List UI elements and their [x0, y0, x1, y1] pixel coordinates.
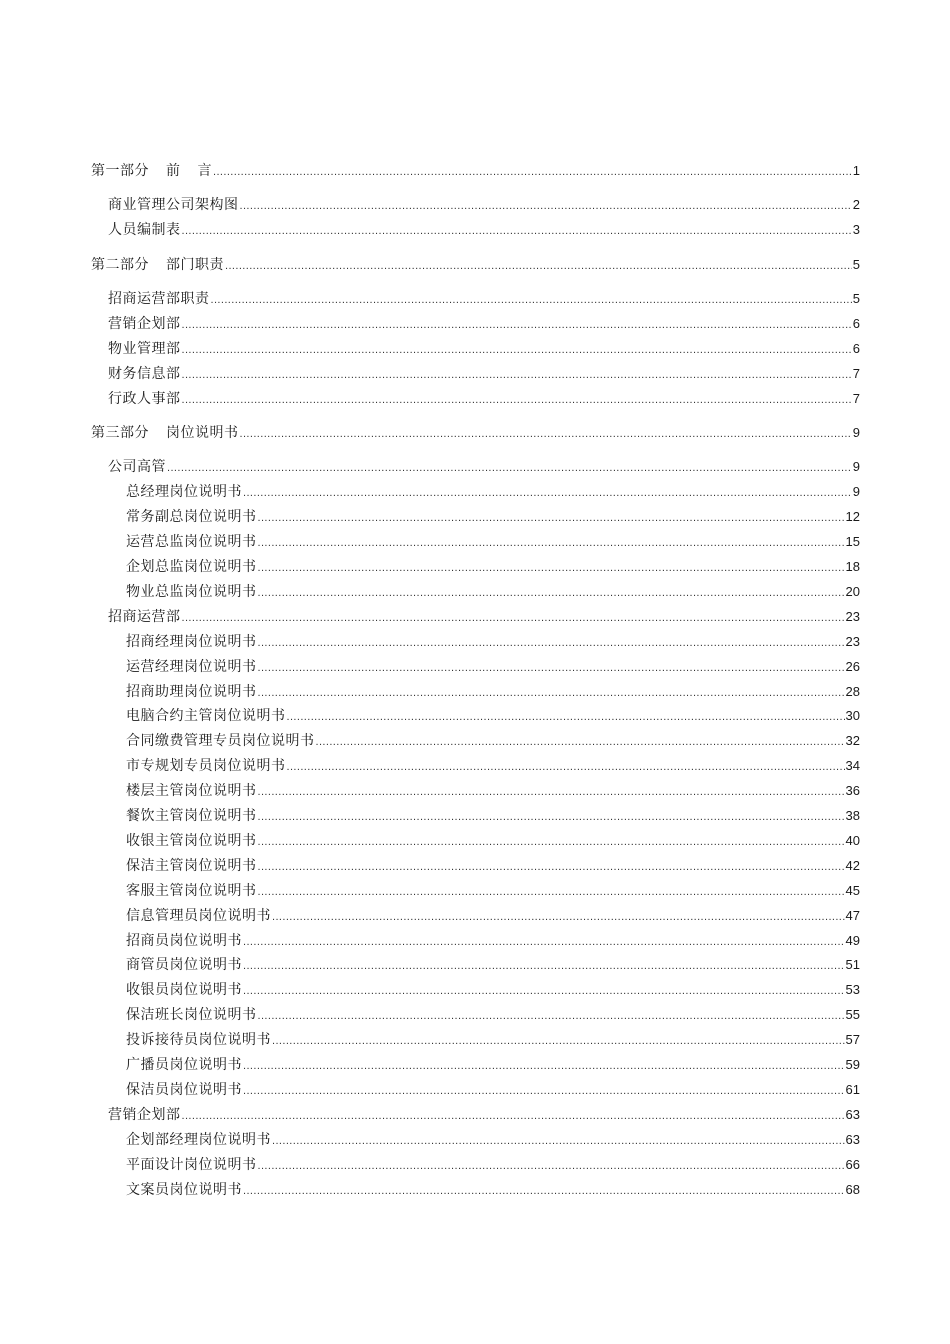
toc-entry-title-part: 平面设计岗位说明书	[126, 1157, 257, 1173]
toc-entry[interactable]	[126, 756, 860, 776]
toc-page-number: 34	[845, 758, 860, 773]
toc-entry[interactable]	[126, 1180, 860, 1200]
toc-entry[interactable]	[91, 161, 860, 181]
toc-entry-title-part: 商业管理公司架构图	[108, 197, 239, 213]
toc-entry-title-part: 言	[197, 163, 212, 179]
toc-entry-title-part: 市专规划专员岗位说明书	[126, 758, 286, 774]
toc-entry-title	[126, 980, 242, 1000]
toc-entry[interactable]	[126, 931, 860, 951]
toc-entry-title	[91, 161, 212, 181]
toc-entry-title-part: 第一部分	[91, 163, 149, 179]
toc-entry-title	[126, 881, 257, 901]
toc-entry-title-part: 餐饮主管岗位说明书	[126, 808, 257, 824]
toc-dot-leader	[243, 981, 845, 1000]
toc-page-number: 7	[852, 366, 860, 381]
toc-entry[interactable]	[126, 657, 860, 677]
toc-entry[interactable]	[126, 1055, 860, 1075]
toc-entry-title	[108, 314, 181, 334]
toc-page-number: 23	[845, 609, 860, 624]
toc-entry-title-part: 营销企划部	[108, 1107, 181, 1123]
toc-dot-leader	[182, 221, 852, 240]
toc-dot-leader	[258, 882, 845, 901]
toc-entry-title	[126, 582, 257, 602]
toc-dot-leader	[243, 956, 845, 975]
toc-entry-title	[126, 806, 257, 826]
toc-entry-title	[126, 1055, 242, 1075]
toc-entry-title-part: 楼层主管岗位说明书	[126, 783, 257, 799]
toc-dot-leader	[258, 508, 845, 527]
toc-entry[interactable]	[126, 706, 860, 726]
toc-entry-title	[126, 657, 257, 677]
toc-entry-title-part: 招商经理岗位说明书	[126, 634, 257, 650]
toc-entry-title	[108, 289, 210, 309]
toc-dot-leader	[258, 583, 845, 602]
toc-entry[interactable]	[126, 507, 860, 527]
toc-entry-title-part: 物业总监岗位说明书	[126, 584, 257, 600]
toc-entry-title	[126, 1155, 257, 1175]
toc-dot-leader	[243, 932, 845, 951]
toc-entry-title	[108, 195, 239, 215]
toc-page-number: 12	[845, 509, 860, 524]
toc-entry-title-part: 合同缴费管理专员岗位说明书	[126, 733, 315, 749]
toc-entry-title-part: 前	[166, 163, 181, 179]
toc-entry[interactable]	[91, 423, 860, 443]
toc-dot-leader	[243, 1181, 845, 1200]
toc-entry-title-part: 投诉接待员岗位说明书	[126, 1032, 271, 1048]
toc-dot-leader	[243, 1081, 845, 1100]
toc-dot-leader	[225, 256, 852, 275]
toc-entry[interactable]	[108, 607, 860, 627]
toc-dot-leader	[258, 1006, 845, 1025]
toc-entry-title	[108, 1105, 181, 1125]
toc-entry-title	[126, 482, 242, 502]
toc-entry-title-part: 第三部分	[91, 425, 149, 441]
toc-entry-title	[126, 731, 315, 751]
toc-entry-title	[108, 389, 181, 409]
toc-dot-leader	[272, 907, 845, 926]
toc-entry[interactable]	[126, 955, 860, 975]
toc-entry[interactable]	[126, 557, 860, 577]
toc-entry-title-part: 文案员岗位说明书	[126, 1182, 242, 1198]
toc-dot-leader	[258, 558, 845, 577]
toc-page-number: 57	[845, 1032, 860, 1047]
toc-dot-leader	[182, 1106, 845, 1125]
toc-entry-title-part: 常务副总岗位说明书	[126, 509, 257, 525]
toc-page-number: 66	[845, 1157, 860, 1172]
toc-entry[interactable]	[126, 831, 860, 851]
toc-entry[interactable]	[108, 339, 860, 359]
toc-entry[interactable]	[126, 1130, 860, 1150]
toc-page-number: 47	[845, 908, 860, 923]
toc-entry-title	[126, 1180, 242, 1200]
toc-entry-title	[126, 706, 286, 726]
toc-dot-leader	[258, 533, 845, 552]
toc-page-number: 6	[852, 316, 860, 331]
toc-page-number: 36	[845, 783, 860, 798]
toc-entry-title	[91, 255, 224, 275]
toc-entry[interactable]	[126, 806, 860, 826]
toc-page-number: 42	[845, 858, 860, 873]
toc-page-number: 9	[852, 459, 860, 474]
toc-entry-title	[126, 557, 257, 577]
toc-entry-title-part: 保洁员岗位说明书	[126, 1082, 242, 1098]
toc-entry[interactable]	[108, 195, 860, 215]
toc-page-number: 28	[845, 684, 860, 699]
toc-dot-leader	[258, 832, 845, 851]
toc-entry-title	[126, 1130, 271, 1150]
toc-entry-title	[126, 756, 286, 776]
toc-entry[interactable]	[108, 220, 860, 240]
toc-entry[interactable]	[126, 1030, 860, 1050]
toc-dot-leader	[287, 757, 845, 776]
toc-entry[interactable]	[126, 582, 860, 602]
toc-dot-leader	[240, 196, 852, 215]
toc-entry-title-part: 招商助理岗位说明书	[126, 684, 257, 700]
toc-dot-leader	[243, 1056, 845, 1075]
toc-page-number: 26	[845, 659, 860, 674]
toc-entry-title-part: 企划总监岗位说明书	[126, 559, 257, 575]
toc-page-number: 49	[845, 933, 860, 948]
toc-entry-title	[126, 831, 257, 851]
toc-entry-title-part: 物业管理部	[108, 341, 181, 357]
toc-entry-title	[108, 220, 181, 240]
toc-page-number: 61	[845, 1082, 860, 1097]
toc-entry-title	[126, 632, 257, 652]
toc-entry-title-part: 招商运营部职责	[108, 291, 210, 307]
toc-entry-title	[126, 507, 257, 527]
toc-page-number: 7	[852, 391, 860, 406]
toc-entry[interactable]	[126, 781, 860, 801]
toc-entry-title-part: 总经理岗位说明书	[126, 484, 242, 500]
toc-page-number: 53	[845, 982, 860, 997]
toc-dot-leader	[182, 365, 852, 384]
toc-entry[interactable]	[91, 255, 860, 275]
toc-page-number: 55	[845, 1007, 860, 1022]
toc-dot-leader	[272, 1031, 845, 1050]
toc-dot-leader	[182, 340, 852, 359]
toc-dot-leader	[287, 707, 845, 726]
toc-page-number: 9	[852, 484, 860, 499]
toc-entry-title-part: 广播员岗位说明书	[126, 1057, 242, 1073]
toc-entry-title	[126, 856, 257, 876]
toc-entry-title	[108, 607, 181, 627]
toc-entry[interactable]	[108, 289, 860, 309]
toc-entry[interactable]	[126, 482, 860, 502]
toc-entry-title	[126, 682, 257, 702]
toc-dot-leader	[182, 390, 852, 409]
toc-page-number: 2	[852, 197, 860, 212]
toc-dot-leader	[258, 1156, 845, 1175]
toc-entry-title-part: 运营总监岗位说明书	[126, 534, 257, 550]
toc-entry[interactable]	[126, 856, 860, 876]
toc-entry[interactable]	[126, 906, 860, 926]
toc-entry-title	[126, 781, 257, 801]
toc-dot-leader	[258, 658, 845, 677]
toc-entry-title	[126, 1005, 257, 1025]
toc-entry[interactable]	[126, 532, 860, 552]
toc-entry-title	[126, 906, 271, 926]
toc-dot-leader	[213, 162, 852, 181]
toc-entry[interactable]	[126, 980, 860, 1000]
toc-page-number: 9	[852, 425, 860, 440]
toc-entry-title-part: 信息管理员岗位说明书	[126, 908, 271, 924]
toc-page-number: 3	[852, 222, 860, 237]
toc-entry-title-part: 运营经理岗位说明书	[126, 659, 257, 675]
toc-entry-title-part: 营销企划部	[108, 316, 181, 332]
toc-entry[interactable]	[126, 1005, 860, 1025]
toc-dot-leader	[258, 857, 845, 876]
toc-entry-title	[108, 457, 166, 477]
toc-page-number: 23	[845, 634, 860, 649]
toc-entry[interactable]	[108, 1105, 860, 1125]
toc-entry-title-part: 公司高管	[108, 459, 166, 475]
toc-entry-title	[126, 931, 242, 951]
toc-entry-title-part: 行政人事部	[108, 391, 181, 407]
toc-dot-leader	[240, 424, 852, 443]
toc-dot-leader	[258, 782, 845, 801]
toc-dot-leader	[167, 458, 852, 477]
toc-dot-leader	[258, 633, 845, 652]
toc-entry[interactable]	[108, 364, 860, 384]
toc-entry[interactable]	[126, 1155, 860, 1175]
toc-entry-title	[108, 364, 181, 384]
toc-entry-title-part: 招商员岗位说明书	[126, 933, 242, 949]
toc-entry-title-part: 人员编制表	[108, 222, 181, 238]
toc-dot-leader	[272, 1131, 845, 1150]
toc-page-number: 5	[852, 291, 860, 306]
toc-page-number: 68	[845, 1182, 860, 1197]
toc-page-number: 1	[852, 163, 860, 178]
toc-page-number: 59	[845, 1057, 860, 1072]
toc-entry[interactable]	[126, 1080, 860, 1100]
toc-dot-leader	[211, 290, 852, 309]
toc-page-number: 40	[845, 833, 860, 848]
toc-entry[interactable]	[108, 389, 860, 409]
toc-entry-title-part: 保洁班长岗位说明书	[126, 1007, 257, 1023]
toc-dot-leader	[258, 683, 845, 702]
toc-entry[interactable]	[108, 314, 860, 334]
toc-entry[interactable]	[126, 731, 860, 751]
toc-entry[interactable]	[108, 457, 860, 477]
toc-entry-title	[126, 1080, 242, 1100]
toc-entry[interactable]	[126, 881, 860, 901]
toc-entry-title-part: 部门职责	[166, 257, 224, 273]
toc-entry-title-part: 岗位说明书	[166, 425, 239, 441]
toc-entry-title-part: 客服主管岗位说明书	[126, 883, 257, 899]
toc-entry-title-part: 财务信息部	[108, 366, 181, 382]
toc-page-number: 63	[845, 1132, 860, 1147]
toc-entry[interactable]	[126, 682, 860, 702]
toc-dot-leader	[316, 732, 845, 751]
toc-page-number: 18	[845, 559, 860, 574]
toc-entry[interactable]	[126, 632, 860, 652]
toc-page-number: 38	[845, 808, 860, 823]
toc-entry-title-part: 电脑合约主管岗位说明书	[126, 708, 286, 724]
toc-entry-title-part: 收银主管岗位说明书	[126, 833, 257, 849]
toc-entry-title-part: 企划部经理岗位说明书	[126, 1132, 271, 1148]
toc-entry-title-part: 收银员岗位说明书	[126, 982, 242, 998]
toc-dot-leader	[258, 807, 845, 826]
toc-page-number: 15	[845, 534, 860, 549]
toc-page-number: 20	[845, 584, 860, 599]
toc-dot-leader	[182, 315, 852, 334]
toc-entry-title-part: 招商运营部	[108, 609, 181, 625]
toc-entry-title	[126, 1030, 271, 1050]
toc-page-number: 51	[845, 957, 860, 972]
toc-entry-title-part: 第二部分	[91, 257, 149, 273]
toc-page-number: 63	[845, 1107, 860, 1122]
toc-entry-title	[91, 423, 239, 443]
toc-entry-title	[126, 532, 257, 552]
toc-page-number: 30	[845, 708, 860, 723]
toc-entry-title-part: 保洁主管岗位说明书	[126, 858, 257, 874]
toc-entry-title-part: 商管员岗位说明书	[126, 957, 242, 973]
toc-page-number: 6	[852, 341, 860, 356]
toc-entry-title	[108, 339, 181, 359]
toc-page-number: 32	[845, 733, 860, 748]
toc-dot-leader	[243, 483, 852, 502]
toc-page-number: 45	[845, 883, 860, 898]
toc-entry-title	[126, 955, 242, 975]
toc-dot-leader	[182, 608, 845, 627]
toc-page-number: 5	[852, 257, 860, 272]
